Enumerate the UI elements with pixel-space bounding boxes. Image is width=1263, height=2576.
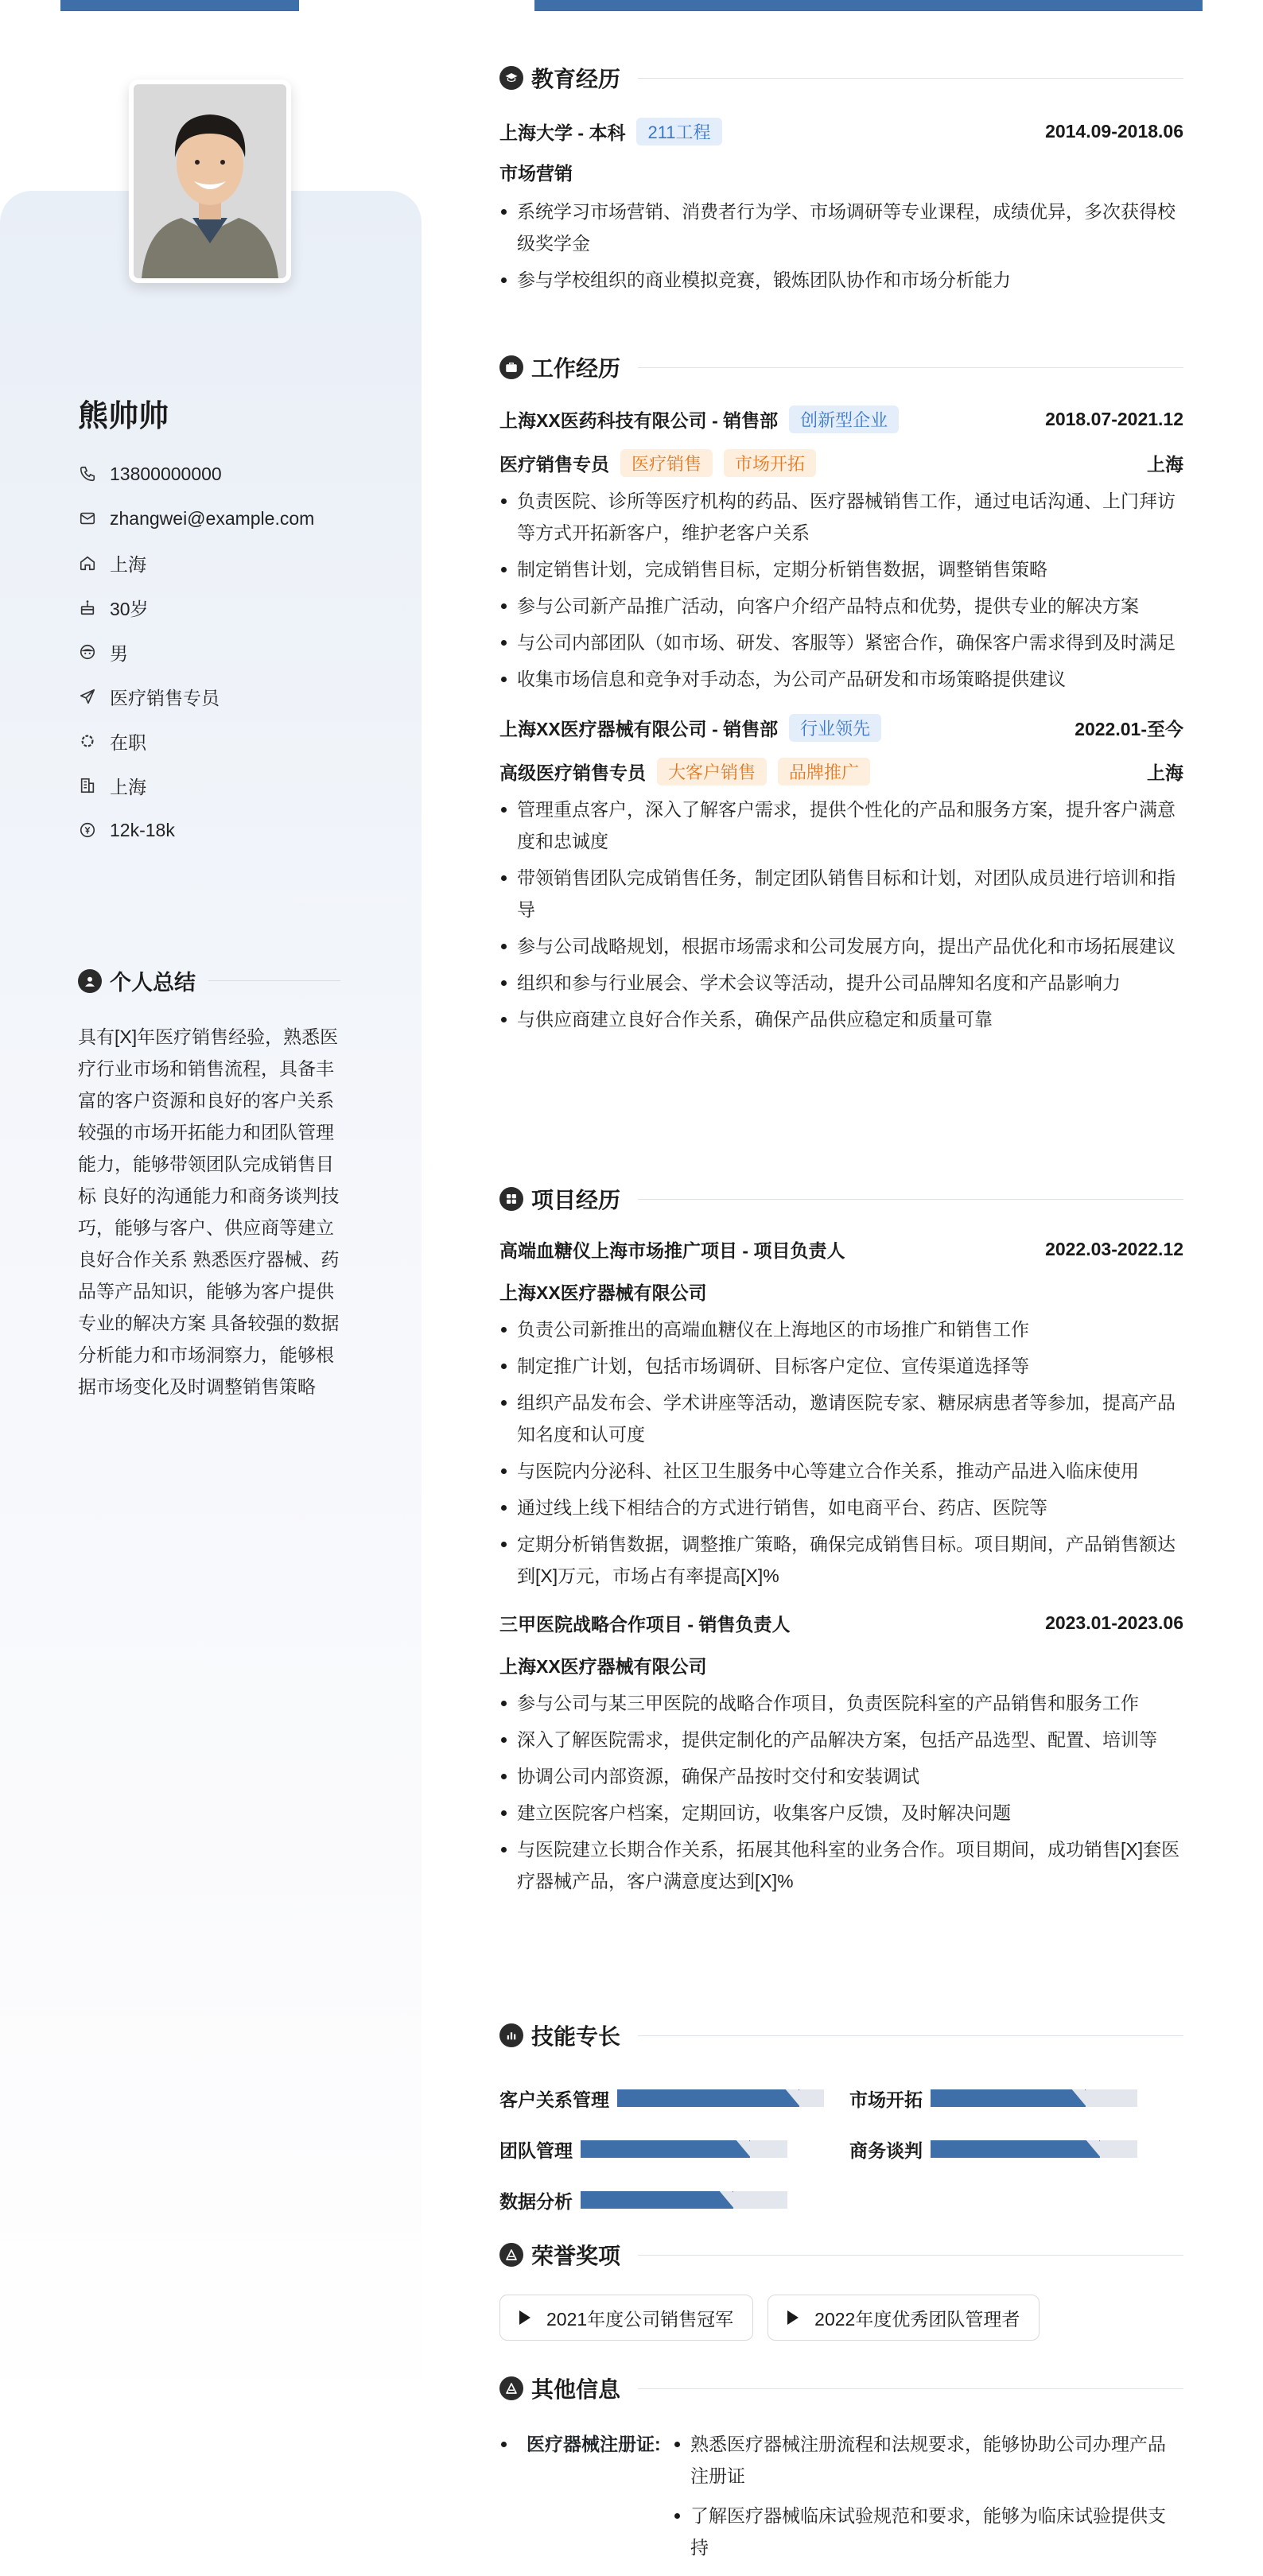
job-row [499,404,1183,434]
education-section [499,62,1183,296]
job-date: 2018.07-2021.12 [1045,408,1183,429]
skill-item [499,2134,849,2164]
divider [208,980,340,981]
project-org: 上海XX医疗器械有限公司 [499,1655,707,1677]
divider [638,2255,1183,2256]
skill-name: 商务谈判 [849,2140,923,2161]
skill-item [849,2083,1183,2113]
info-gender [78,630,396,674]
school-tag: 211工程 [636,118,721,145]
skills-title-text: 技能专长 [531,2024,621,2049]
other-label: 医疗器械注册证: [499,2428,673,2571]
list-item: 系统学习市场营销、消费者行为学、市场调研等专业课程，成绩优异，多次获得校级奖学金 [499,196,1183,259]
play-icon [519,2310,530,2325]
info-age [78,585,396,630]
cake-icon [78,598,97,617]
status-icon [78,731,97,751]
list-item: 组织和参与行业展会、学术会议等活动，提升公司品牌知名度和产品影响力 [499,967,1183,999]
company-tag: 行业领先 [789,714,881,742]
list-item: 负责医院、诊所等医疗机构的药品、医疗器械销售工作，通过电话沟通、上门拜访等方式开拓新客户，维护老客户关系 [499,485,1183,549]
award-icon [499,2376,523,2400]
work-section [499,351,1183,1035]
position-tag: 市场开拓 [724,449,816,477]
job-company: 上海XX医药科技有限公司 - 销售部 [499,409,779,431]
skill-bar-fill [931,2089,1086,2107]
project-name: 高端血糖仪上海市场推广项目 - 项目负责人 [499,1240,845,1261]
info-city [78,763,396,808]
top-accent-bar-right [534,0,1203,11]
other-title-text: 其他信息 [531,2377,621,2402]
education-title-text: 教育经历 [531,67,621,91]
list-item: 管理重点客户，深入了解客户需求，提供个性化的产品和服务方案，提升客户满意度和忠诚度 [499,793,1183,857]
work-title [499,351,1183,383]
skill-bar-fill [617,2089,799,2107]
skill-name: 数据分析 [499,2190,573,2212]
list-item: 组织产品发布会、学术讲座等活动，邀请医院专家、糖尿病患者等参加，提高产品知名度和认可度 [499,1387,1183,1450]
summary-section-title [78,965,340,996]
info-age-text: 30岁 [110,598,149,619]
summary-text: 具有[X]年医疗销售经验，熟悉医疗行业市场和销售流程，具备丰富的客户资源和良好的客户关系 较强的市场开拓能力和团队管理能力，能够带领团队完成销售目标 良好的沟通能力和商务谈判技巧，能够与客户、供应商等建立良好合作关系 熟悉医疗器械、药品等产品知识，能够为客户提供专业的解决方案 具备较强的数据分析能力和市场洞察力，能够根据市场变化及时调整销售策略 [78,1026,340,1397]
education-title [499,62,1183,94]
skills-title [499,2019,1183,2051]
other-title [499,2372,1183,2404]
list-item: 熟悉医疗器械注册流程和法规要求，能够协助公司办理产品注册证 [673,2428,1183,2492]
list-item: 通过线上线下相结合的方式进行销售，如电商平台、药店、医院等 [499,1492,1183,1523]
bar-chart-icon [499,2023,523,2047]
avatar-photo [134,84,286,278]
skill-item [499,2185,849,2215]
awards-list [499,2295,1183,2341]
education-major-row [499,156,1183,188]
top-accent-bar-left [60,0,299,11]
education-row [499,116,1183,146]
skill-bar [581,2140,787,2158]
play-icon [787,2310,799,2325]
list-item: 带领销售团队完成销售任务，制定团队销售目标和计划，对团队成员进行培训和指导 [499,862,1183,925]
divider [638,367,1183,368]
skill-bar-fill [581,2140,750,2158]
skill-item [849,2134,1183,2164]
info-status-text: 在职 [110,731,146,753]
position-tag: 医疗销售 [620,449,713,477]
awards-section [499,2239,1183,2341]
avatar [129,80,291,283]
position-tag: 大客户销售 [657,758,767,786]
skill-bar [617,2089,824,2107]
skill-bar [581,2191,787,2209]
list-item: 负责公司新推出的高端血糖仪在上海地区的市场推广和销售工作 [499,1313,1183,1345]
info-home-text: 上海 [110,553,146,575]
position-tag: 品牌推广 [778,758,870,786]
skill-name: 市场开拓 [849,2089,923,2110]
award-text: 2021年度公司销售冠军 [546,2308,734,2330]
info-position-text: 医疗销售专员 [110,687,220,708]
other-info [499,2428,1183,2571]
job-position-row [499,447,1183,479]
other-section [499,2372,1183,2571]
list-item: 建立医院客户档案，定期回访，收集客户反馈，及时解决问题 [499,1797,1183,1829]
list-item: 与医院建立长期合作关系，拓展其他科室的业务合作。项目期间，成功销售[X]套医疗器械产品，客户满意度达到[X]% [499,1833,1183,1897]
list-item: 参与公司新产品推广活动，向客户介绍产品特点和优势，提供专业的解决方案 [499,590,1183,622]
candidate-name: 熊帅帅 [78,400,169,433]
list-item: 协调公司内部资源，确保产品按时交付和安装调试 [499,1760,1183,1792]
divider [638,1199,1183,1200]
job-position: 高级医疗销售专员 [499,762,646,783]
list-item: 与供应商建立良好合作关系，确保产品供应稳定和质量可靠 [499,1003,1183,1035]
graduation-cap-icon [499,66,523,90]
list-item: 了解医疗器械临床试验规范和要求，能够为临床试验提供支持 [673,2500,1183,2563]
building-icon [78,776,97,795]
job-location: 上海 [1147,762,1183,783]
project-date: 2023.01-2023.06 [1045,1612,1183,1633]
award-item [768,2295,1040,2341]
company-tag: 创新型企业 [789,405,899,433]
list-item: 制定销售计划，完成销售目标，定期分析销售数据，调整销售策略 [499,553,1183,585]
briefcase-icon [499,355,523,379]
award-item [499,2295,753,2341]
award-text: 2022年度优秀团队管理者 [814,2308,1020,2330]
project-row [499,1608,1183,1638]
job-location: 上海 [1147,453,1183,475]
skills-grid [499,2083,1183,2215]
job-date: 2022.01-至今 [1075,718,1183,739]
contact-info-list [78,452,396,852]
job-position: 医疗销售专员 [499,453,609,475]
list-item: 制定推广计划，包括市场调研、目标客户定位、宣传渠道选择等 [499,1350,1183,1382]
project-org-row [499,1649,1183,1681]
info-phone-text: 13800000000 [110,463,222,484]
projects-title [499,1183,1183,1215]
info-email [78,496,396,541]
skill-name: 客户关系管理 [499,2089,609,2110]
project-row [499,1234,1183,1264]
skill-bar-fill [931,2140,1100,2158]
other-bullets [673,2428,1183,2571]
home-icon [78,553,97,572]
info-home [78,541,396,585]
list-item: 收集市场信息和竞争对手动态，为公司产品研发和市场策略提供建议 [499,663,1183,695]
info-phone [78,452,396,496]
award-icon [499,2243,523,2267]
divider [638,78,1183,79]
projects-section [499,1183,1183,1897]
gender-icon [78,642,97,661]
info-salary-text: 12k-18k [110,819,175,840]
education-bullets [499,196,1183,296]
project-org-row [499,1275,1183,1307]
project-name: 三甲医院战略合作项目 - 销售负责人 [499,1613,791,1635]
summary-title-text: 个人总结 [110,971,196,995]
job-position-row [499,755,1183,787]
mail-icon [78,509,97,528]
list-item: 参与学校组织的商业模拟竞赛，锻炼团队协作和市场分析能力 [499,264,1183,296]
list-item: 与医院内分泌科、社区卫生服务中心等建立合作关系，推动产品进入临床使用 [499,1455,1183,1487]
info-salary [78,808,396,852]
info-position [78,674,396,719]
skill-bar [931,2089,1137,2107]
list-item: 参与公司与某三甲医院的战略合作项目，负责医院科室的产品销售和服务工作 [499,1687,1183,1719]
skill-item [499,2083,849,2113]
list-item: 定期分析销售数据，调整推广策略，确保完成销售目标。项目期间，产品销售额达到[X]万元，市场占有率提高[X]% [499,1528,1183,1592]
job-bullets [499,485,1183,695]
list-item: 参与公司战略规划，根据市场需求和公司发展方向，提出产品优化和市场拓展建议 [499,930,1183,962]
divider [638,2388,1183,2389]
info-gender-text: 男 [110,642,128,664]
person-icon [78,969,102,993]
divider [638,2035,1183,2036]
salary-icon [78,821,97,840]
skills-section [499,2019,1183,2215]
education-major: 市场营销 [499,162,573,184]
skill-name: 团队管理 [499,2140,573,2161]
job-row [499,712,1183,743]
info-status [78,719,396,763]
skill-bar-fill [581,2191,733,2209]
list-item: 深入了解医院需求，提供定制化的产品解决方案，包括产品选型、配置、培训等 [499,1724,1183,1755]
phone-icon [78,464,97,483]
info-email-text: zhangwei@example.com [110,507,315,529]
info-city-text: 上海 [110,776,146,797]
awards-title-text: 荣誉奖项 [531,2244,621,2268]
work-title-text: 工作经历 [531,356,621,381]
awards-title [499,2239,1183,2271]
project-bullets [499,1687,1183,1897]
grid-icon [499,1187,523,1211]
send-icon [78,687,97,706]
project-date: 2022.03-2022.12 [1045,1238,1183,1259]
job-bullets [499,793,1183,1035]
project-bullets [499,1313,1183,1592]
projects-title-text: 项目经历 [531,1188,621,1212]
job-company: 上海XX医疗器械有限公司 - 销售部 [499,718,779,739]
skill-bar [931,2140,1137,2158]
project-org: 上海XX医疗器械有限公司 [499,1282,707,1303]
school-name: 上海大学 - 本科 [499,122,626,143]
education-date: 2014.09-2018.06 [1045,120,1183,142]
list-item: 与公司内部团队（如市场、研发、客服等）紧密合作，确保客户需求得到及时满足 [499,627,1183,658]
